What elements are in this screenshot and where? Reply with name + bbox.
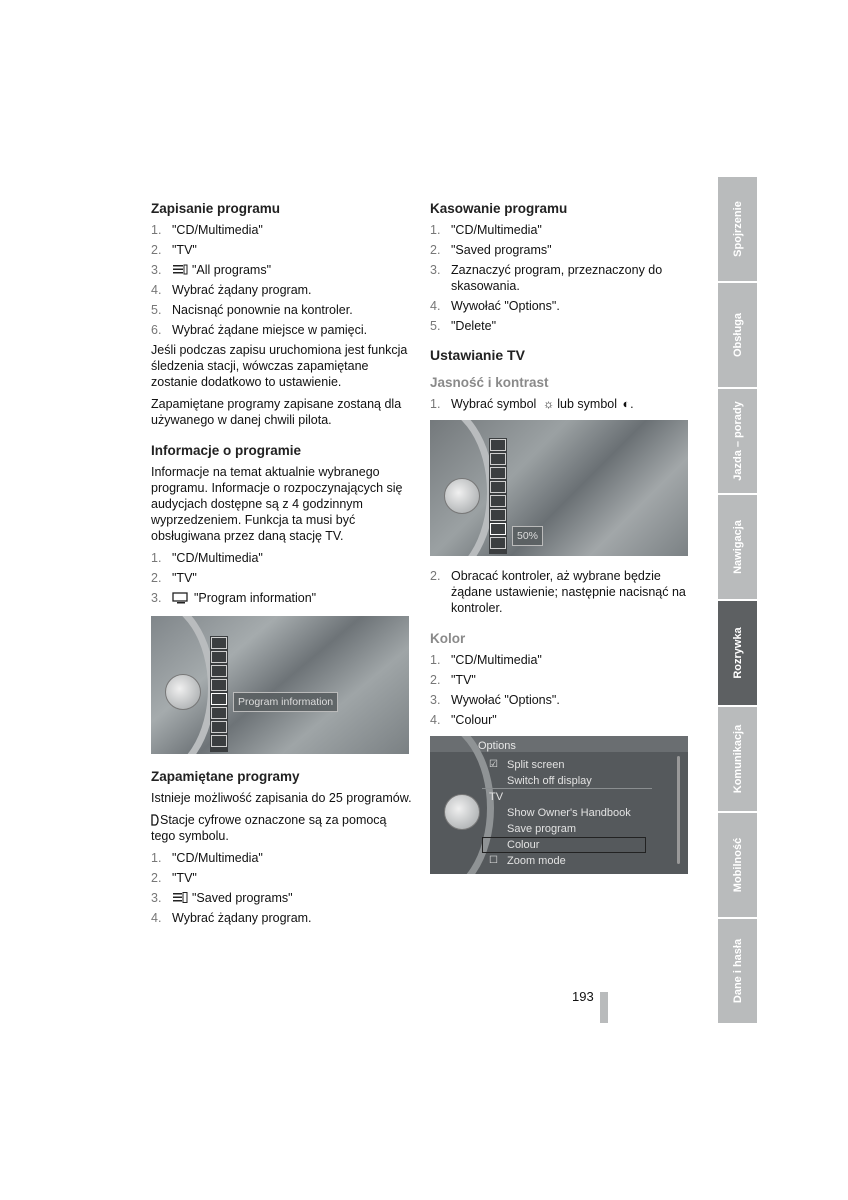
list-item: 2. "Saved programs" <box>430 243 552 257</box>
digital-station-icon <box>151 814 159 826</box>
section-kasowanie <box>430 200 692 334</box>
tab-obsluga[interactable]: Obsługa <box>718 283 757 389</box>
scrollbar[interactable] <box>677 756 680 864</box>
list-item: 3. Wywołać "Options". <box>430 693 560 707</box>
list-item: 1. "CD/Multimedia" <box>151 551 263 565</box>
list-item: 1. Wybrać symbol ☼ lub symbol ◐. <box>430 397 634 411</box>
option-zoom-mode[interactable]: Zoom mode <box>507 855 566 867</box>
steps-kolor <box>430 652 692 728</box>
tab-dane-i-hasla[interactable]: Dane i hasła <box>718 919 757 1023</box>
paragraph: Istnieje możliwość zapisania do 25 programów. <box>151 791 412 805</box>
brightness-icon: ☼ <box>542 397 555 411</box>
section-informacje <box>151 442 413 754</box>
list-item: 2. "TV" <box>430 673 476 687</box>
checkbox-checked-icon: ☑ <box>489 759 498 770</box>
tab-mobilnosc[interactable]: Mobilność <box>718 813 757 919</box>
option-show-owners-handbook[interactable]: Show Owner's Handbook <box>507 807 631 819</box>
brightness-value: 50% <box>512 526 543 546</box>
divider <box>482 788 652 789</box>
heading-zapamietane: Zapamiętane programy <box>151 769 300 784</box>
list-item: 3. Zaznaczyć program, przeznaczony do skasowania. <box>430 263 663 293</box>
list-item: 4. Wywołać "Options". <box>430 299 560 313</box>
option-save-program[interactable]: Save program <box>507 823 577 835</box>
section-zapamietane <box>151 768 413 926</box>
heading-kolor: Kolor <box>430 631 466 646</box>
page-number: 193 <box>572 989 594 1004</box>
option-group-tv: TV <box>489 791 504 803</box>
screenshot-brightness <box>430 420 688 556</box>
list-item: 4. "Colour" <box>430 713 497 727</box>
list-item: 1. "CD/Multimedia" <box>151 223 263 237</box>
list-item: 5. Nacisnąć ponownie na kontroler. <box>151 303 353 317</box>
saved-programs-icon <box>172 892 188 904</box>
heading-kasowanie: Kasowanie programu <box>430 201 568 216</box>
paragraph: Zapamiętane programy zapisane zostaną dla używanego w danej chwili pilota. <box>151 397 402 427</box>
section-zapisanie <box>151 200 413 428</box>
list-item: 2. "TV" <box>151 571 197 585</box>
controller-knob-icon <box>444 794 480 830</box>
controller-knob-icon <box>444 478 480 514</box>
list-item: 1. "CD/Multimedia" <box>430 223 542 237</box>
list-item: 2. "TV" <box>151 871 197 885</box>
paragraph: Stacje cyfrowe oznaczone są za pomocą tego symbolu. <box>151 813 387 843</box>
list-item: 3. "All programs" <box>151 263 272 277</box>
list-item: 2. Obracać kontroler, aż wybrane będzie żądane ustawienie; następnie nacisnąć na kontroler. <box>430 569 686 615</box>
heading-informacje: Informacje o programie <box>151 443 302 458</box>
checkbox-empty-icon: ☐ <box>489 855 498 866</box>
list-item: 2. "TV" <box>151 243 197 257</box>
section-kolor <box>430 630 692 874</box>
list-item: 5. "Delete" <box>430 319 497 333</box>
controller-knob-icon <box>165 674 201 710</box>
options-title: Options <box>478 740 516 752</box>
section-jasnosc <box>430 374 692 616</box>
heading-ustawianie: Ustawianie TV <box>430 347 525 363</box>
list-item: 4. Wybrać żądany program. <box>151 283 312 297</box>
option-split-screen[interactable]: Split screen <box>507 759 565 771</box>
program-information-label: Program information <box>233 692 338 712</box>
list-item: 6. Wybrać żądane miejsce w pamięci. <box>151 323 368 337</box>
heading-zapisanie: Zapisanie programu <box>151 201 281 216</box>
left-column <box>151 200 413 940</box>
paragraph: Jeśli podczas zapisu uruchomiona jest funkcja śledzenia stacji, wówczas zapamiętane zostanie dodatkowo to ustawienie. <box>151 343 408 389</box>
steps-jasnosc-2 <box>430 568 692 616</box>
steps-kasowanie <box>430 222 692 334</box>
steps-zapamietane <box>151 850 413 926</box>
menu-icons-column <box>489 438 507 554</box>
tab-rozrywka[interactable]: Rozrywka <box>718 601 757 707</box>
steps-jasnosc <box>430 396 692 412</box>
page-number-bar <box>600 992 608 1023</box>
tab-jazda-porady[interactable]: Jazda – porady <box>718 389 757 495</box>
all-programs-icon <box>172 264 188 276</box>
tab-spojrzenie[interactable]: Spojrzenie <box>718 177 757 283</box>
tab-komunikacja[interactable]: Komunikacja <box>718 707 757 813</box>
list-item: 3. "Program information" <box>151 591 317 605</box>
program-information-icon <box>172 592 190 604</box>
steps-informacje <box>151 550 413 606</box>
option-switch-off-display[interactable]: Switch off display <box>507 775 592 787</box>
tab-nawigacja[interactable]: Nawigacja <box>718 495 757 601</box>
contrast-icon: ◐ <box>622 397 631 411</box>
right-column <box>430 200 692 886</box>
list-item: 1. "CD/Multimedia" <box>151 851 263 865</box>
menu-icons-column <box>210 636 228 752</box>
option-colour[interactable]: Colour <box>507 839 540 851</box>
steps-zapisanie <box>151 222 413 338</box>
list-item: 1. "CD/Multimedia" <box>430 653 542 667</box>
list-item: 4. Wybrać żądany program. <box>151 911 312 925</box>
screenshot-options <box>430 736 688 874</box>
heading-jasnosc: Jasność i kontrast <box>430 375 549 390</box>
paragraph: Informacje na temat aktualnie wybranego programu. Informacje o rozpoczynających się audycjach dostępne są z 4 godzinnym wyprzedzeniem. Funkcja ta musi być obsługiwana przez daną stację TV. <box>151 465 403 543</box>
screenshot-program-information <box>151 616 409 754</box>
list-item: 3. "Saved programs" <box>151 891 293 905</box>
